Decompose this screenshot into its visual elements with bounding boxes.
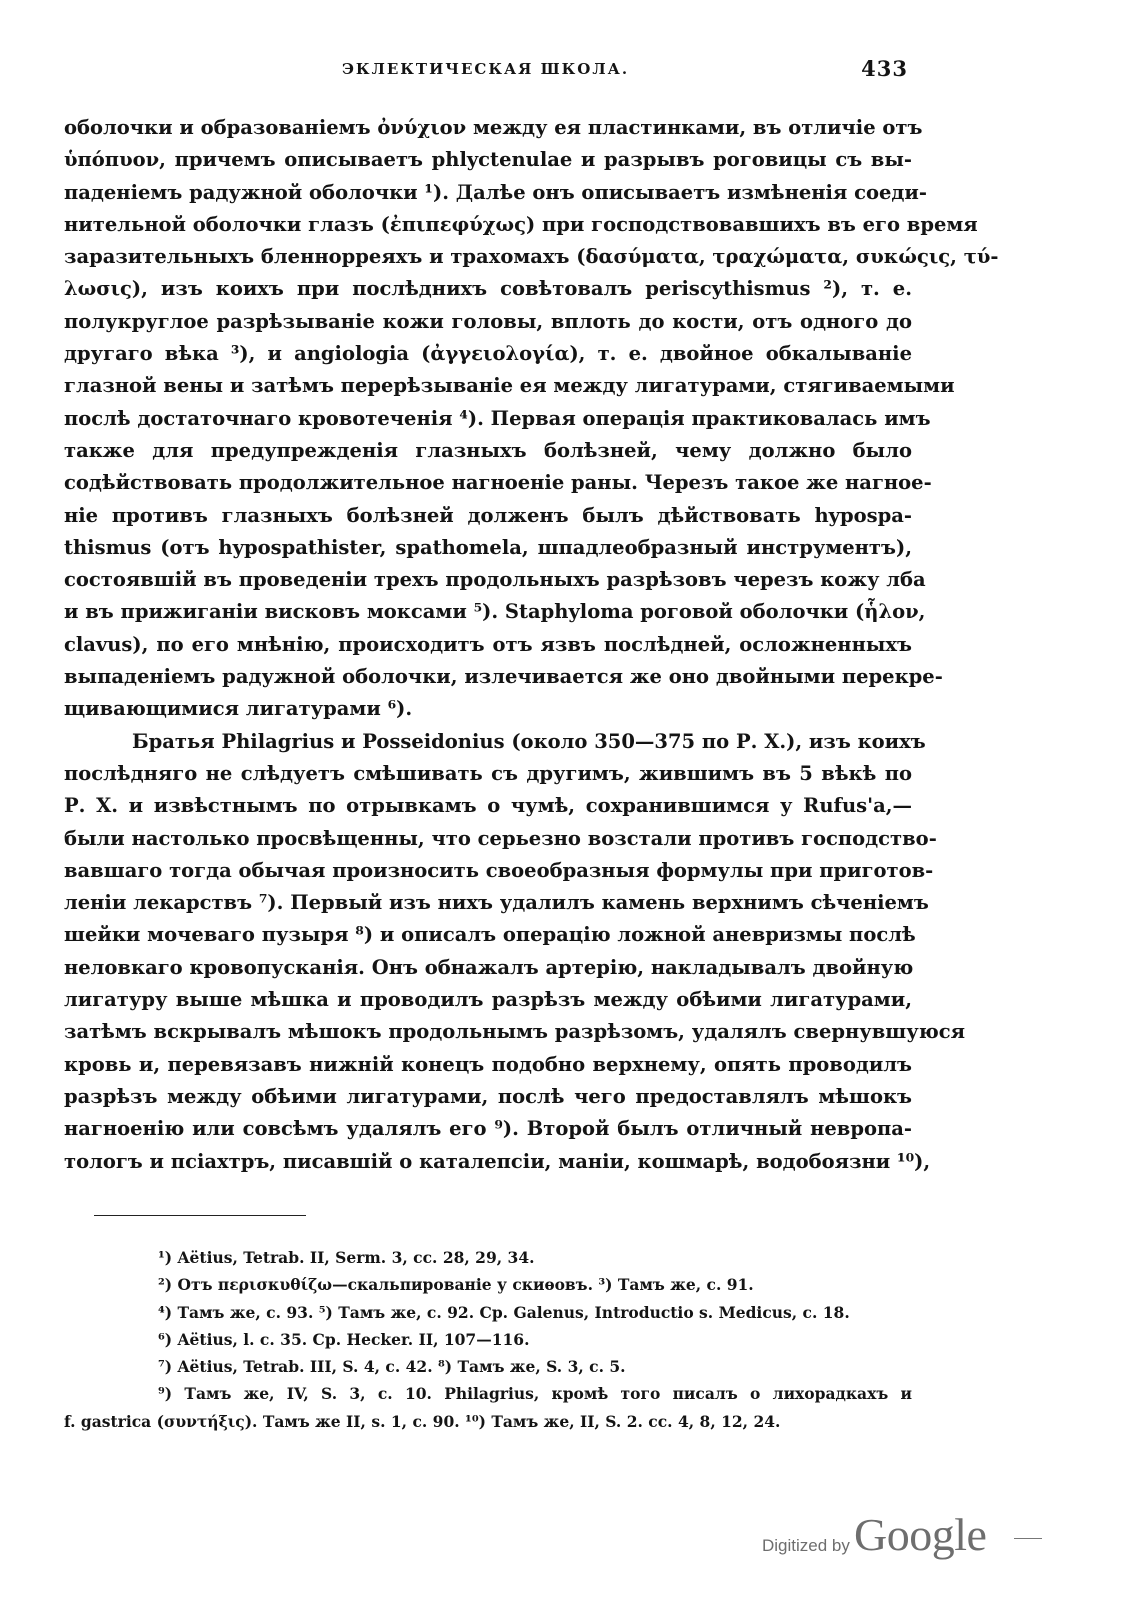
text-line: шейки мочеваго пузыря ⁸) и описалъ операцію ложной аневризмы послѣ	[64, 923, 916, 947]
text-line: Р. Х. и извѣстнымъ по отрывкамъ о чумѣ, сохранившимся у Rufus'a,—	[64, 794, 912, 818]
text-line: и въ прижиганіи висковъ моксами ⁵). Staphyloma роговой оболочки (ἧλον,	[64, 600, 926, 624]
footnote: ⁹) Тамъ же, IV, S. 3, c. 10. Philagrius, кромѣ того писалъ о лихорадкахъ и	[158, 1384, 912, 1404]
text-line: неловкаго кровопусканія. Онъ обнажалъ артерію, накладывалъ двойную	[64, 955, 914, 979]
watermark-dash	[1014, 1538, 1042, 1539]
text-line: thismus (отъ hypospathister, spathomela, шпадлеобразный инструментъ),	[64, 535, 912, 559]
running-head: ЭКЛЕКТИЧЕСКАЯ ШКОЛА.	[342, 60, 630, 78]
page-number: 433	[861, 56, 908, 81]
text-line: глазной вены и затѣмъ перерѣзываніе ея между лигатурами, стягиваемыми	[64, 374, 955, 398]
text-line: паденіемъ радужной оболочки ¹). Далѣе онъ описываетъ измѣненія соеди-	[64, 180, 927, 204]
text-line: послѣ достаточнаго кровотеченія ⁴). Первая операція практиковалась имъ	[64, 406, 931, 430]
body-text	[64, 112, 999, 1178]
digitized-watermark	[758, 1510, 1048, 1570]
text-line: кровь и, перевязавъ нижній конецъ подобно верхнему, опять проводилъ	[64, 1052, 912, 1076]
footnote: ²) Отъ περισκυθίζω—скальпированіе у скиѳовъ. ³) Тамъ же, с. 91.	[158, 1275, 754, 1295]
footnote: ⁴) Тамъ же, с. 93. ⁵) Тамъ же, с. 92. Ср. Galenus, Introductio s. Medicus, c. 18.	[158, 1302, 850, 1322]
text-line: другаго вѣка ³), и angiologia (ἀγγειολογία), т. е. двойное обкалываніе	[64, 342, 912, 366]
text-line: clavus), по его мнѣнію, происходитъ отъ язвъ послѣдней, осложненныхъ	[64, 632, 912, 656]
text-line: оболочки и образованіемъ ὀνύχιον между ея пластинками, въ отличіе отъ	[64, 116, 923, 139]
text-line: нительной оболочки глазъ (ἐπιπεφύχως) при господствовавшихъ въ его время	[64, 212, 978, 236]
page-header	[64, 56, 914, 86]
text-line: состоявшій въ проведеніи трехъ продольныхъ разрѣзовъ черезъ кожу лба	[64, 568, 926, 592]
footnote: ¹) Aëtius, Tetrab. II, Serm. 3, cc. 28, 29, 34.	[158, 1248, 535, 1267]
text-line: содѣйствовать продолжительное нагноеніе раны. Черезъ такое же нагное-	[64, 471, 932, 495]
footnote: ⁶) Aëtius, l. c. 35. Ср. Hecker. II, 107—116.	[158, 1329, 530, 1349]
text-line: выпаденіемъ радужной оболочки, излечивается же оно двойными перекре-	[64, 665, 943, 689]
text-line: Братья Philagrius и Posseidonius (около 350—375 по Р. Х.), изъ коихъ	[132, 729, 926, 753]
text-line: также для предупрежденія глазныхъ болѣзней, чему должно было	[64, 438, 912, 462]
text-line: были настолько просвѣщенны, что серьезно возстали противъ господство-	[64, 826, 937, 850]
watermark-google-logo: Google	[854, 1509, 987, 1560]
text-line: заразительныхъ бленнорреяхъ и трахомахъ (δασύματα, τραχώματα, συκώςις, τύ-	[64, 245, 999, 269]
text-line: лигатуру выше мѣшка и проводилъ разрѣзъ между обѣими лигатурами,	[64, 988, 912, 1012]
text-line: леніи лекарствъ ⁷). Первый изъ нихъ удалилъ камень верхнимъ сѣченіемъ	[64, 891, 929, 915]
text-line: λωσις), изъ коихъ при послѣднихъ совѣтовалъ periscythismus ²), т. е.	[64, 277, 912, 301]
footnote: ⁷) Aëtius, Tetrab. III, S. 4, c. 42. ⁸) Тамъ же, S. 3, c. 5.	[158, 1357, 626, 1377]
text-line: ὑπόπυον, причемъ описываетъ phlyctenulae и разрывъ роговицы съ вы-	[64, 148, 912, 172]
footnote-divider	[94, 1215, 306, 1216]
text-line: послѣдняго не слѣдуетъ смѣшивать съ другимъ, жившимъ въ 5 вѣкѣ по	[64, 761, 912, 785]
text-line: разрѣзъ между обѣими лигатурами, послѣ чего предоставлялъ мѣшокъ	[64, 1084, 912, 1108]
text-line: вавшаго тогда обычая произносить своеобразныя формулы при приготов-	[64, 858, 934, 882]
text-line: щивающимися лигатурами ⁶).	[64, 697, 413, 721]
text-line: ніе противъ глазныхъ болѣзней долженъ былъ дѣйствовать hypospa-	[64, 503, 912, 527]
text-line: полукруглое разрѣзываніе кожи головы, вплоть до кости, отъ одного до	[64, 309, 912, 333]
text-line: затѣмъ вскрывалъ мѣшокъ продольнымъ разрѣзомъ, удалялъ свернувшуюся	[64, 1020, 966, 1044]
text-line: тологъ и псіахтръ, писавшій о каталепсіи, маніи, кошмарѣ, водобоязни ¹⁰),	[64, 1149, 931, 1173]
footnotes	[64, 1244, 912, 1435]
text-line: нагноенію или совсѣмъ удалялъ его ⁹). Второй былъ отличный невропа-	[64, 1117, 912, 1141]
footnote-continuation: f. gastrica (συντήξις). Тамъ же II, s. 1, c. 90. ¹⁰) Тамъ же, II, S. 2. cc. 4, 8, 12, 24.	[64, 1411, 781, 1431]
watermark-digitized-by: Digitized by	[762, 1536, 850, 1555]
